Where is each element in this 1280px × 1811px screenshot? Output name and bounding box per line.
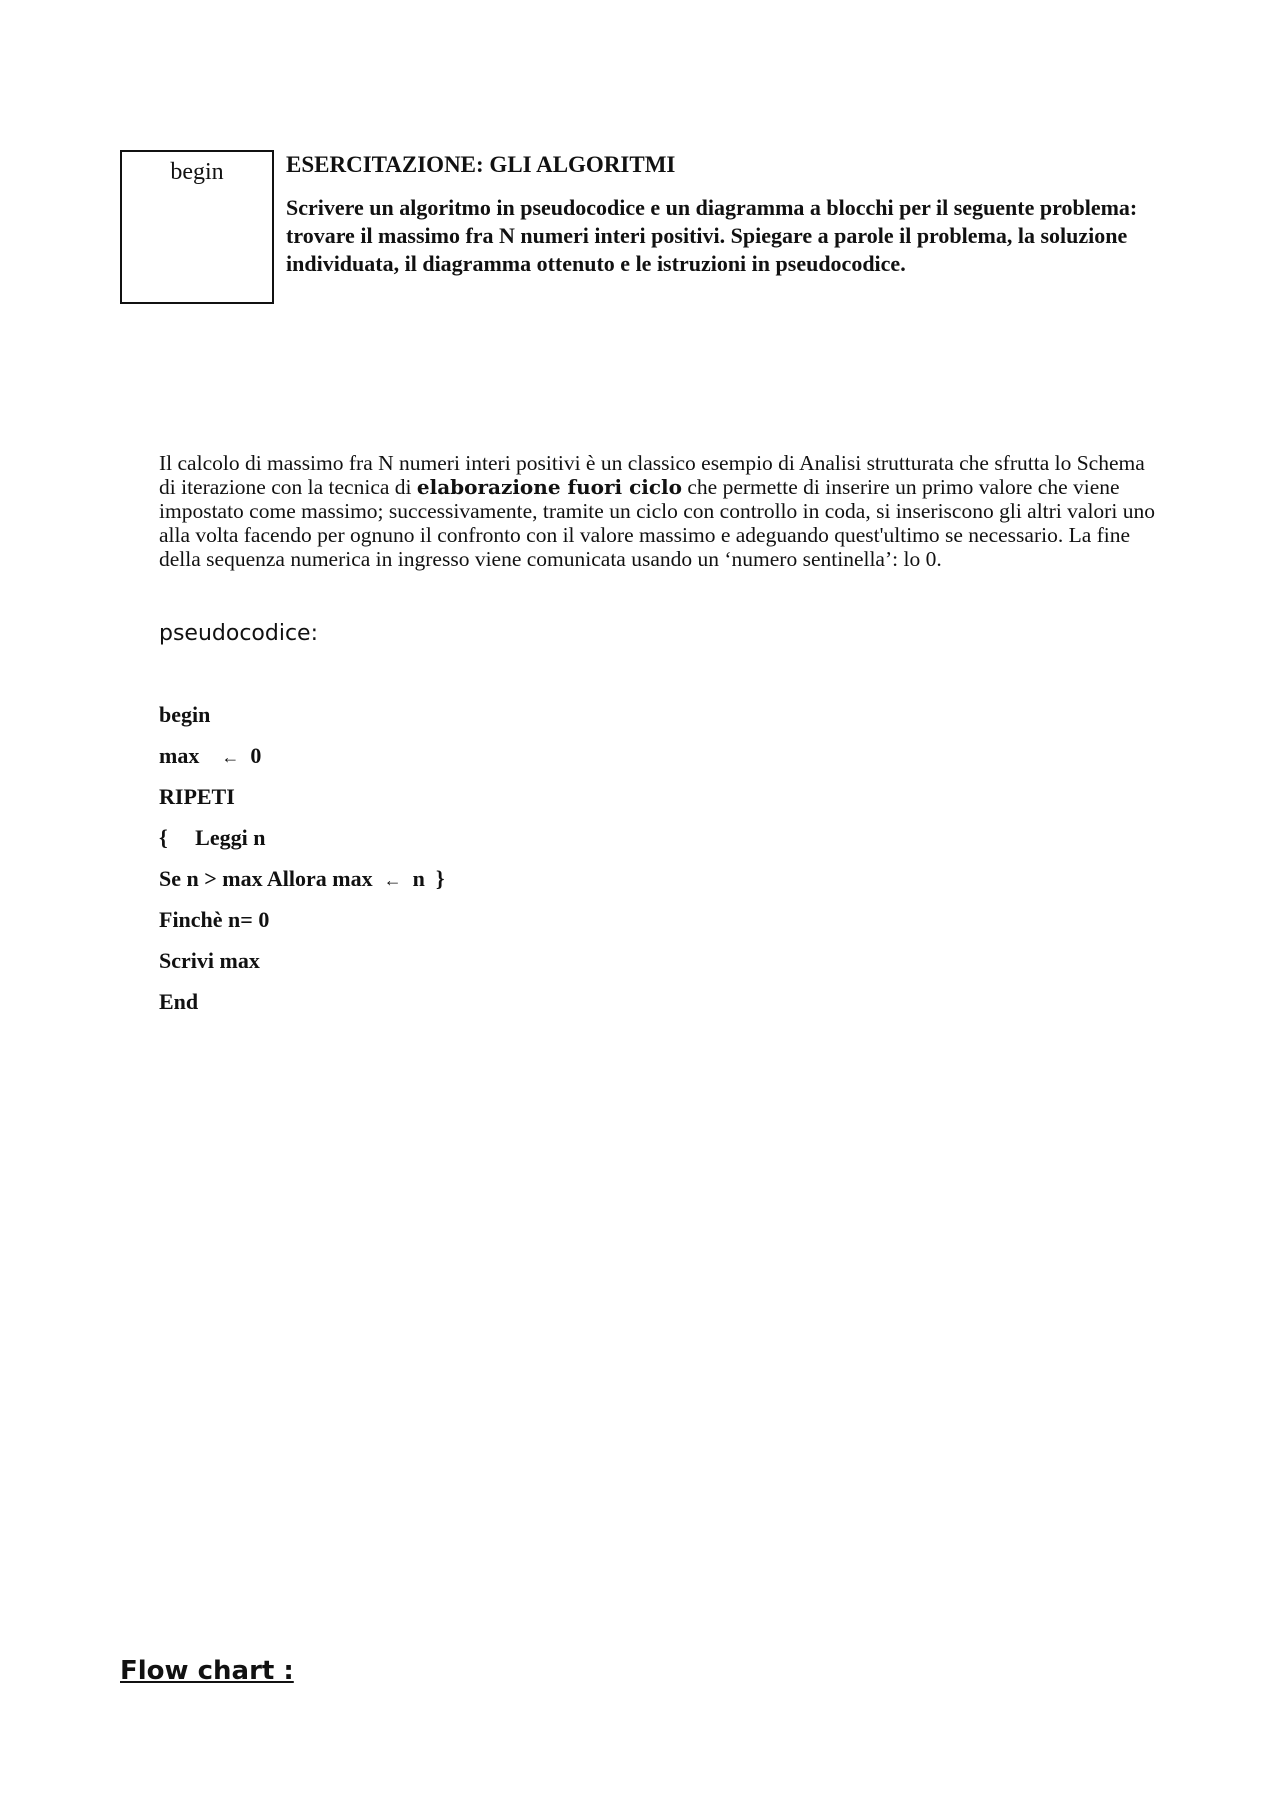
intro-text-after: che permette di inserire un primo valore che viene impostato come massimo; successivamente, tramite un ciclo con controllo in coda, si inseriscono gli altri valori uno alla volta facendo per ognuno il confronto con il valore massimo e adeguando quest'ultimo se necessario. La fine della sequenza numerica in ingresso viene comunicata usando un ‘numero sentinella’: lo 0. — [159, 475, 1155, 571]
intro-text-before: Il calcolo di massimo fra N numeri interi positivi è un classico esempio di Analisi strutturata che sfrutta lo Schema di iterazione con la tecnica di — [159, 451, 1145, 499]
code-zero: 0 — [250, 743, 262, 768]
exercise-header — [286, 150, 1156, 278]
code-open-brace: { — [159, 825, 168, 850]
code-close-brace: } — [435, 866, 445, 891]
code-line-init — [159, 741, 445, 782]
assign-arrow-icon: ← — [383, 870, 402, 890]
intro-bold-term: elaborazione fuori ciclo — [416, 475, 682, 499]
code-max-var: max — [159, 743, 200, 768]
begin-block — [120, 150, 274, 304]
exercise-task: Scrivere un algoritmo in pseudocodice e un diagramma a blocchi per il seguente problema: trovare il massimo fra N numeri interi positivi. Spiegare a parole il problema, la soluzione individuata, il diagramma ottenuto e le istruzioni in pseudocodice. — [286, 195, 1138, 276]
intro-paragraph — [159, 451, 1159, 571]
flowchart-title: Flow chart : — [120, 1656, 294, 1686]
exercise-title: ESERCITAZIONE: GLI ALGORITMI — [286, 152, 676, 177]
code-line-begin: begin — [159, 702, 211, 727]
code-line-end: End — [159, 989, 199, 1014]
code-line-read — [159, 823, 445, 864]
pseudocode-block — [159, 700, 445, 1028]
pseudocode-label: pseudocodice: — [159, 621, 319, 646]
code-line-write: Scrivi max — [159, 948, 260, 973]
code-read: Leggi n — [195, 825, 266, 850]
code-if-condition: Se n > max Allora max — [159, 866, 373, 891]
code-n-var: n — [412, 866, 425, 891]
code-line-until: Finchè n= 0 — [159, 907, 270, 932]
assign-arrow-icon: ← — [221, 747, 240, 767]
begin-block-label: begin — [170, 159, 224, 185]
code-line-if — [159, 864, 445, 905]
code-line-repeat: RIPETI — [159, 784, 235, 809]
